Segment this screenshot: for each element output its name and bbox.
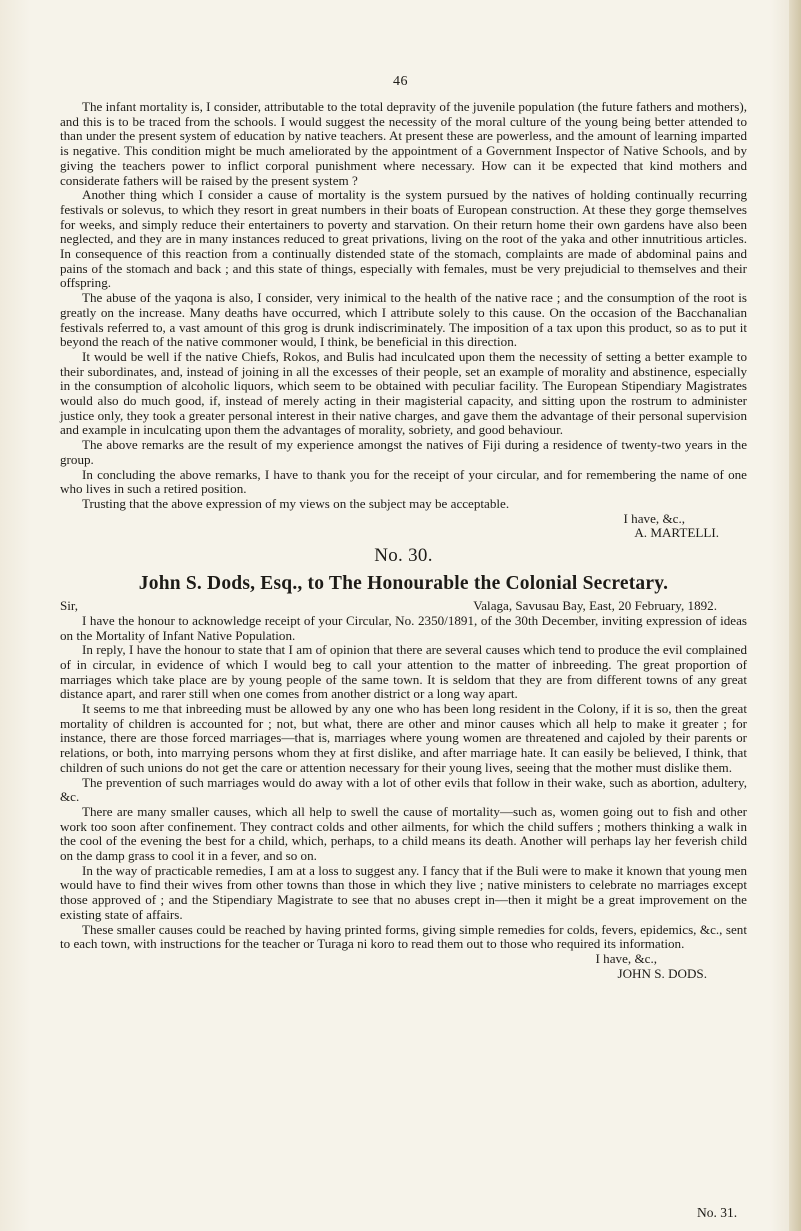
address-date: Valaga, Savusau Bay, East, 20 February, 1892. <box>473 598 717 614</box>
paragraph: I have the honour to acknowledge receipt of your Circular, No. 2350/1891, of the 30th December, inviting expression of ideas on the Mortality of Infant Native Population. <box>60 612 747 643</box>
paragraph: The abuse of the yaqona is also, I consider, very inimical to the health of the native race ; and the consumption of the root is greatly on the increase. Many deaths have occurred, which I attribute solely to this cause. On the occasion of the Bacchanalian festivals referred to, a vast amount of this grog is drunk indiscriminately. The imposition of a tax upon this product, so as to put it beyond the reach of the native commoner would, I think, be beneficial in this direction. <box>60 290 747 350</box>
letter-heading: John S. Dods, Esq., to The Honourable the Colonial Secretary. <box>138 573 669 595</box>
paragraph: It would be well if the native Chiefs, Rokos, and Bulis had inculcated upon them the necessity of setting a better example to their subordinates, and, instead of joining in all the excesses of their people, set an example of morality and abstinence, especially in the consumption of alcoholic liquors, which seem to be obtained with peculiar facility. The European Stipendiary Magistrates would also do much good, if, instead of merely acting in their magisterial capacity, and sitting upon the rostrum to administer justice only, they took a greater personal interest in their native charges, and gave them the advantage of their personal supervision and example in inculcating upon them the advantages of morality, sobriety, and good behaviour. <box>60 348 747 438</box>
dods-letter <box>60 599 747 981</box>
paragraph: These smaller causes could be reached by having printed forms, giving simple remedies for colds, fevers, epidemics, &c., sent to each town, with instructions for the teacher or Turaga ni koro to read them out to those who required its information. <box>60 921 747 952</box>
signature: JOHN S. DODS. <box>617 965 707 981</box>
signature: A. MARTELLI. <box>634 525 719 541</box>
next-document-number: No. 31. <box>697 1205 738 1220</box>
page-number: 46 <box>393 74 408 89</box>
paragraph: In reply, I have the honour to state that I am of opinion that there are several causes which tend to produce the evil complained of in circular, in evidence of which I would beg to call your attention to the matter of inbreeding. The great proportion of marriages which take place are by young people of the same town. It is seldom that they are from different towns of any great distance apart, and rarer still when one comes from another district or a long way apart. <box>60 642 747 702</box>
paragraph: In concluding the above remarks, I have to thank you for the receipt of your circular, and for remembering the name of one who lives in such a retired position. <box>60 466 747 497</box>
paragraph: The infant mortality is, I consider, attributable to the total depravity of the juvenile population (the future fathers and mothers), and this is to be traced from the schools. I would suggest the necessity of the moral culture of the young being better attended to than under the present system of education by native teachers. At present these are powerless, and the amount of learning imparted is negative. This condition might be much ameliorated by the appointment of a Government Inspector of Native Schools, and by giving the teachers power to inflict corporal punishment where necessary. How can it be expected that kind mothers and considerate fathers will be raised by the present system ? <box>60 99 747 188</box>
paragraph: It seems to me that inbreeding must be allowed by any one who has been long resident in the Colony, if it is so, then the great mortality of children is accounted for ; not, but what, there are other and minor causes which all help to make it greater ; for instance, there are those forced marriages—that is, marriages where young women are threatened and cajoled by their parents or relations, or both, into marrying persons whom they at first dislike, and after marriage hate. It can easily be believed, I think, that children of such unions do not get the care or attention necessary for their young lives, seeing that the mother must dislike them. <box>60 701 747 775</box>
paragraph: Trusting that the above expression of my views on the subject may be acceptable. <box>82 495 510 511</box>
martelli-letter <box>60 100 747 541</box>
document-number: No. 30. <box>374 545 433 567</box>
paragraph: There are many smaller causes, which all help to swell the cause of mortality—such as, women going out to fish and other work too soon after confinement. They contract colds and other ailments, for which the child suffers ; mothers thinking a walk in the cool of the evening the best for a child, which, perhaps, to a child means its death. Another will perhaps lay her feverish child on the damp grass to cool it in a fever, and so on. <box>60 803 747 864</box>
page-edge <box>789 0 801 1231</box>
closing: I have, &c., <box>623 510 685 526</box>
paragraph: The prevention of such marriages would do away with a lot of other evils that follow in their wake, such as abortion, adultery, &c. <box>60 774 747 805</box>
closing: I have, &c., <box>595 950 657 966</box>
paragraph: In the way of practicable remedies, I am at a loss to suggest any. I fancy that if the Buli were to make it known that young men would have to find their wives from other towns than those in which they live ; native ministers to celebrate no marriages except those approved of ; and the Stipendiary Magistrate to see that no abuses crept in—then it might be a great improvement on the existing state of affairs. <box>60 862 747 922</box>
salutation-row <box>60 599 747 614</box>
salutation: Sir, <box>60 598 79 614</box>
paragraph: The above remarks are the result of my experience amongst the natives of Fiji during a residence of twenty-two years in the group. <box>60 437 747 467</box>
paragraph: Another thing which I consider a cause of mortality is the system pursued by the natives of holding continually recurring festivals or solevus, to which they resort in great numbers in their boats of European construction. At these they gorge themselves for weeks, and simply reduce their entertainers to poverty and starvation. On their return home their own gardens have also been neglected, and they are in many instances reduced to great privations, living on the root of the yaka and other innutritious articles. In consequence of this reaction from a continually distended state of the stomach, complaints are made of abdominal pains and pains of the stomach and back ; and this state of things, especially with females, must be very prejudicial to themselves and their offspring. <box>60 187 747 291</box>
page-body <box>60 100 747 981</box>
